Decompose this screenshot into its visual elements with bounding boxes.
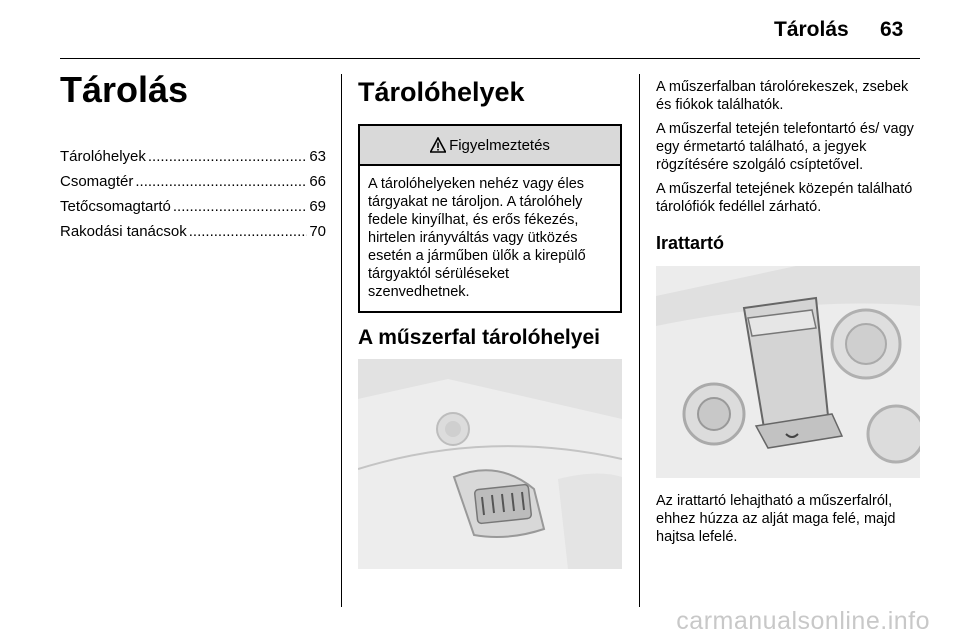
page-header [0, 0, 960, 60]
right-column [656, 78, 922, 546]
toc-label: Rakodási tanácsok [60, 223, 187, 240]
watermark: carmanualsonline.info [676, 607, 930, 635]
warning-text: A tárolóhelyeken nehéz vagy éles tárgyakat ne tároljon. A tárolóhely fedele kinyílhat, és erős fékezés, hirtelen irányváltás vagy ütközés esetén a járműben ülők a kirepülő tárgyaktól sérüléseket szenvedhetnek. [368, 176, 586, 300]
toc-leader-dots [173, 198, 307, 215]
header-rule [60, 58, 920, 59]
column-divider-left [341, 74, 342, 607]
header-section-title: Tárolás [774, 18, 849, 41]
table-of-contents [60, 148, 326, 248]
toc-page: 66 [309, 173, 326, 190]
toc-leader-dots [189, 223, 308, 240]
toc-label: Tetőcsomagtartó [60, 198, 171, 215]
toc-page: 70 [309, 223, 326, 240]
toc-page: 63 [309, 148, 326, 165]
toc-label: Tárolóhelyek [60, 148, 146, 165]
header-page-number: 63 [880, 18, 904, 41]
column-divider-right [639, 74, 640, 607]
document-holder-title: Irattartó [656, 233, 725, 253]
warning-title: Figyelmeztetés [449, 136, 550, 154]
toc-label: Csomagtér [60, 173, 134, 190]
toc-row[interactable] [60, 198, 326, 223]
warning-header [360, 126, 620, 166]
section-title: Tárolóhelyek [358, 77, 525, 107]
chapter-title: Tárolás [60, 69, 189, 110]
toc-page: 69 [309, 198, 326, 215]
toc-leader-dots [148, 148, 307, 165]
dashboard-storage-illustration [358, 359, 622, 569]
warning-box [358, 124, 622, 313]
toc-row[interactable] [60, 148, 326, 173]
storage-column [358, 76, 622, 569]
paragraph: A műszerfal tetején telefontartó és/ vagy egy érmetartó található, a jegyek rögzítésére szolgáló csíptetővel. [656, 121, 914, 173]
toc-leader-dots [135, 173, 307, 190]
document-holder-caption: Az irattartó lehajtható a műszerfalról, ehhez húzza az alját maga felé, majd hajtsa lefelé. [656, 493, 896, 545]
document-holder-illustration [656, 266, 920, 478]
paragraph: A műszerfal tetejének közepén található tárolófiók fedéllel zárható. [656, 181, 913, 215]
paragraph: A műszerfalban tárolórekeszek, zsebek és fiókok találhatók. [656, 79, 909, 113]
toc-row[interactable] [60, 173, 326, 198]
toc-row[interactable] [60, 223, 326, 248]
dashboard-storage-title: A műszerfal tárolóhelyei [358, 326, 600, 349]
warning-triangle-icon [430, 137, 446, 153]
chapter-column [60, 68, 326, 248]
